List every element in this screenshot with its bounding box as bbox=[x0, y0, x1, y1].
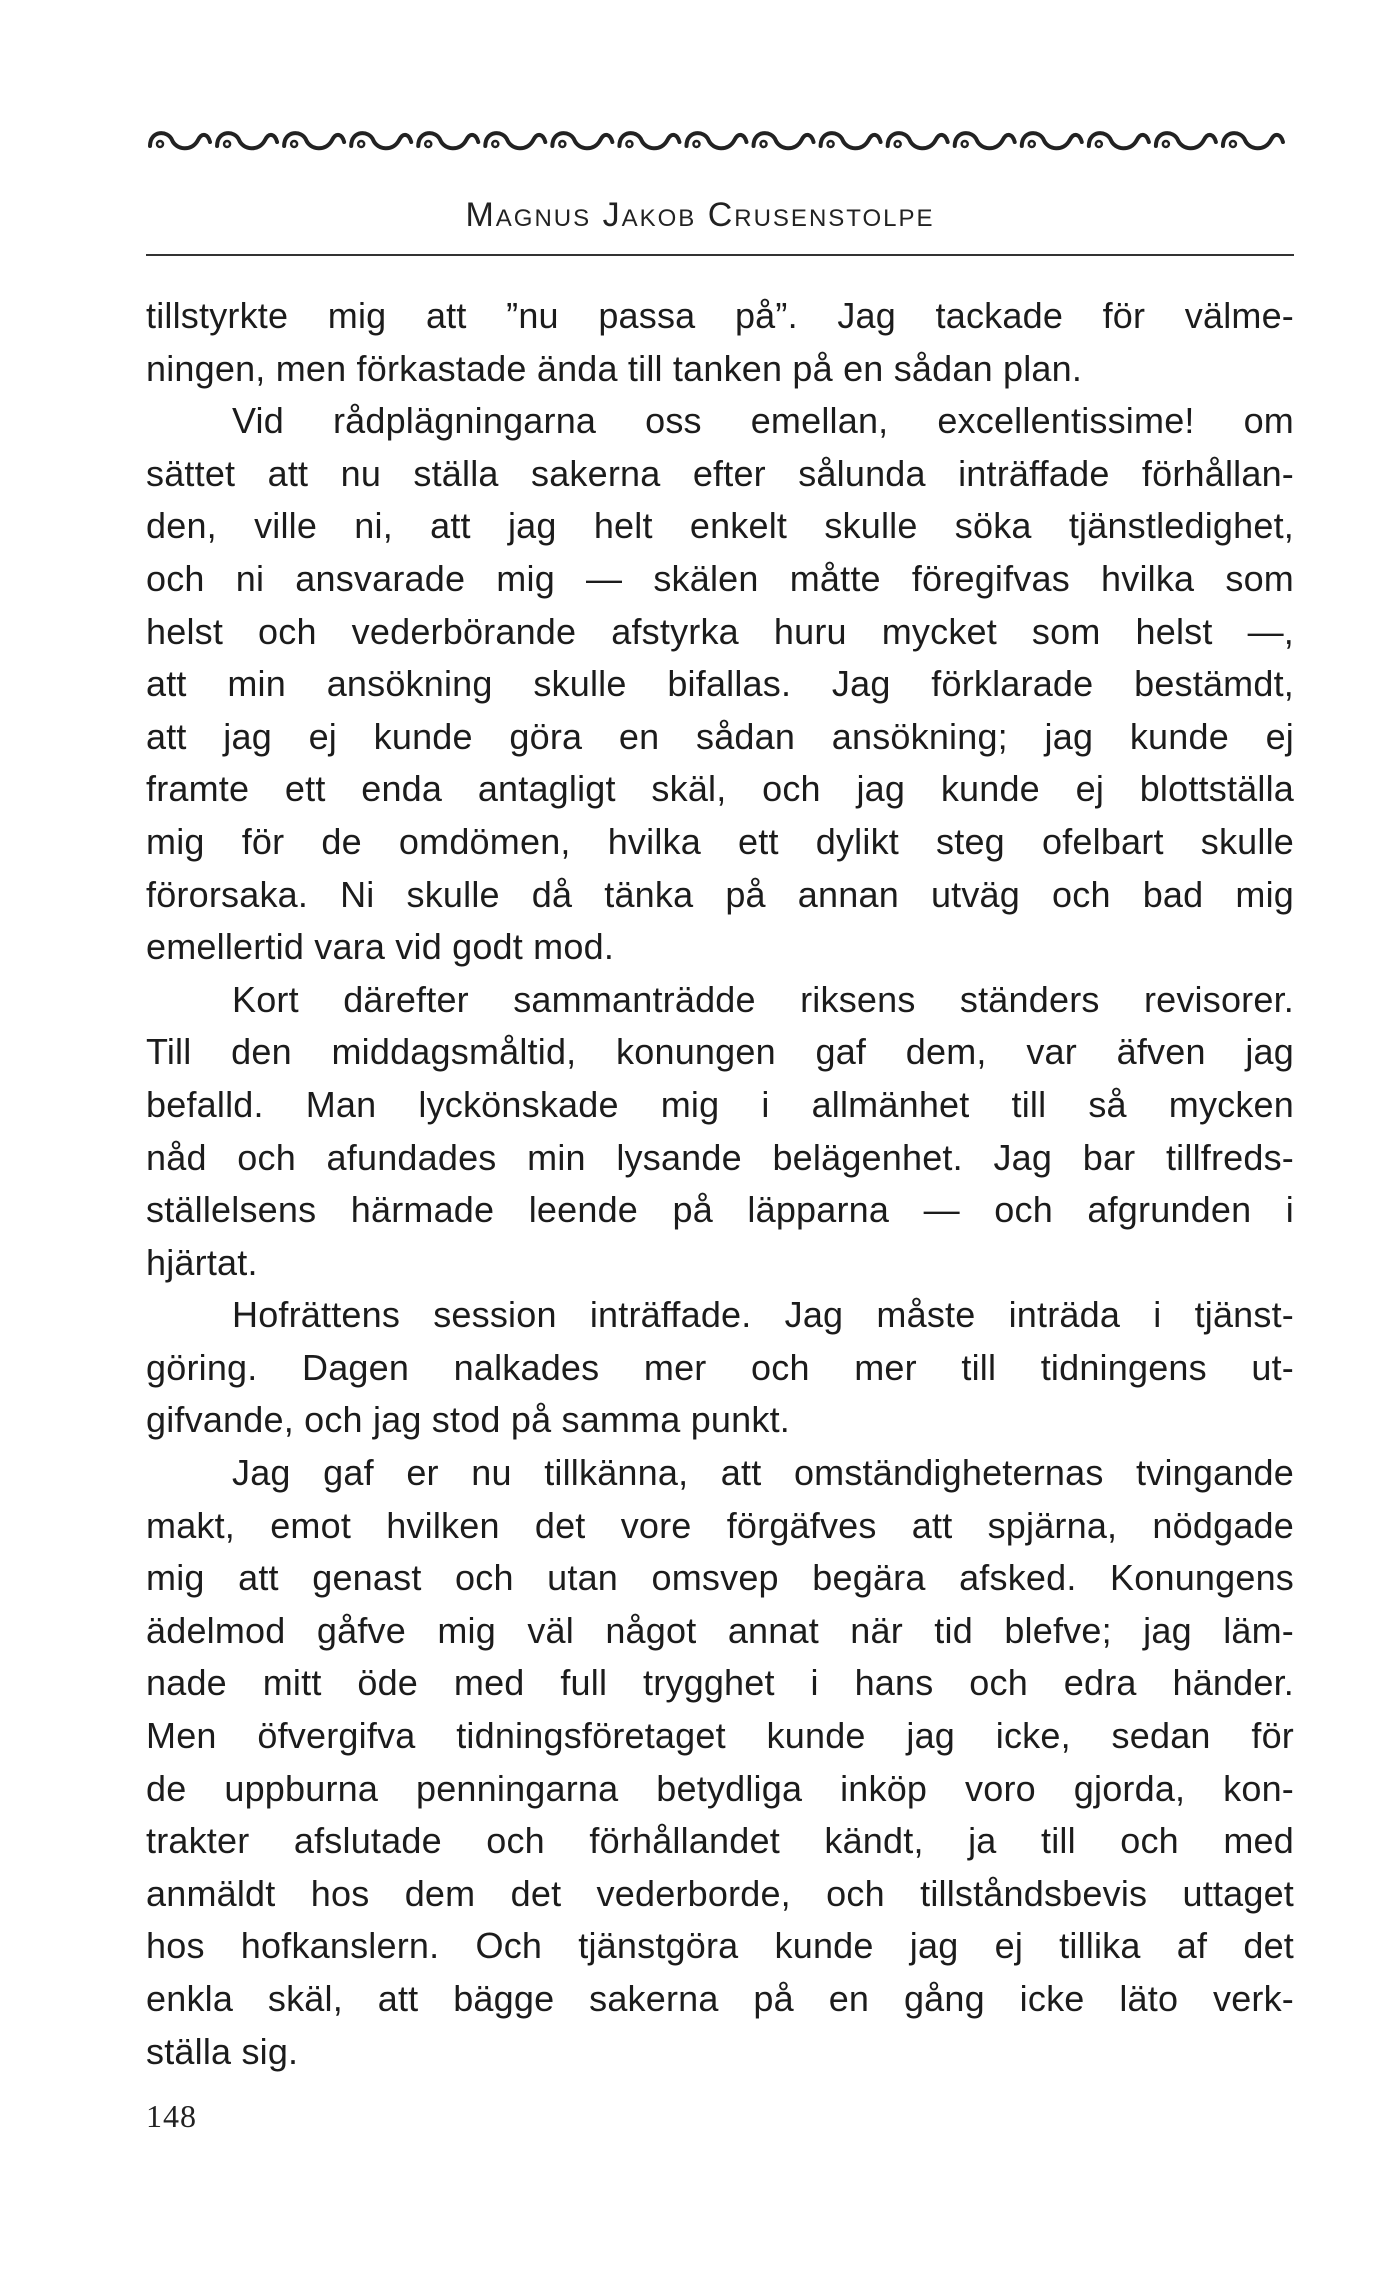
text-line: enkla skäl, att bägge sakerna på en gång icke läto verk- bbox=[146, 1978, 1294, 2019]
text-line: ningen, men förkastade ända till tanken på en sådan plan. bbox=[146, 347, 1083, 389]
text-line: gifvande, och jag stod på samma punkt. bbox=[146, 1399, 790, 1441]
text-line: Men öfvergifva tidningsföretaget kunde jag icke, sedan för bbox=[146, 1715, 1294, 1757]
text-line: nade mitt öde med full trygghet i hans och edra händer. bbox=[146, 1662, 1294, 1704]
text-line: göring. Dagen nalkades mer och mer till tidningens ut- bbox=[146, 1346, 1294, 1388]
text-line: mig för de omdömen, hvilka ett dylikt steg ofelbart skulle bbox=[146, 820, 1294, 862]
wave-ornament-curl bbox=[761, 141, 767, 147]
text-line: befalld. Man lyckönskade mig i allmänhet till så mycken bbox=[146, 1083, 1294, 1125]
text-line: sättet att nu ställa sakerna efter sålunda inträffade förhållan- bbox=[146, 452, 1294, 494]
text-line: Jag gaf er nu tillkänna, att omständigheternas tvingande bbox=[232, 1452, 1294, 1494]
wave-ornament-curl bbox=[291, 141, 297, 147]
text-line: anmäldt hos dem det vederborde, och tillståndsbevis uttaget bbox=[146, 1872, 1294, 1914]
body-text bbox=[146, 290, 1294, 2078]
wave-ornament-curl bbox=[962, 141, 968, 147]
wave-ornament-curl bbox=[157, 141, 163, 147]
text-line: och ni ansvarade mig — skälen måtte föregifvas hvilka som bbox=[146, 557, 1294, 599]
wave-ornament-curl bbox=[425, 141, 431, 147]
wave-ornament-curl bbox=[559, 141, 565, 147]
text-line: Kort därefter sammanträdde riksens ständers revisorer. bbox=[232, 978, 1294, 1020]
text-line: de uppburna penningarna betydliga inköp voro gjorda, kon- bbox=[146, 1767, 1294, 1809]
text-line: emellertid vara vid godt mod. bbox=[146, 926, 615, 968]
text-line: tillstyrkte mig att ”nu passa på”. Jag tackade för välme- bbox=[146, 295, 1294, 336]
text-line: makt, emot hvilken det vore förgäfves att spjärna, nödgade bbox=[146, 1504, 1294, 1546]
text-line: trakter afslutade och förhållandet kändt, ja till och med bbox=[146, 1820, 1294, 1862]
text-line: att jag ej kunde göra en sådan ansökning; jag kunde ej bbox=[146, 715, 1294, 757]
text-line: Hofrättens session inträffade. Jag måste inträda i tjänst- bbox=[232, 1294, 1294, 1336]
decorative-ornament-band bbox=[146, 122, 1286, 162]
wave-ornament-curl bbox=[492, 141, 498, 147]
text-line: framte ett enda antagligt skäl, och jag kunde ej blottställa bbox=[146, 768, 1294, 810]
text-line: den, ville ni, att jag helt enkelt skulle söka tjänstledighet, bbox=[146, 505, 1294, 547]
wave-ornament-curl bbox=[1163, 141, 1169, 147]
header-rule bbox=[146, 254, 1294, 256]
wave-ornament-curl bbox=[1230, 141, 1236, 147]
wave-ornament-curl bbox=[693, 141, 699, 147]
text-line: Vid rådplägningarna oss emellan, excellentissime! om bbox=[232, 400, 1294, 442]
wave-ornament-curl bbox=[1029, 141, 1035, 147]
text-line: hjärtat. bbox=[146, 1241, 258, 1283]
text-line: nåd och afundades min lysande belägenhet. Jag bar tillfreds- bbox=[146, 1136, 1294, 1178]
text-line: förorsaka. Ni skulle då tänka på annan utväg och bad mig bbox=[146, 873, 1294, 915]
wave-ornament-curl bbox=[224, 141, 230, 147]
page-number: 148 bbox=[146, 2098, 197, 2134]
text-line: ställa sig. bbox=[146, 2030, 299, 2072]
wave-ornament-curl bbox=[1096, 141, 1102, 147]
wave-ornament-curl bbox=[895, 141, 901, 147]
text-line: ädelmod gåfve mig väl något annat när tid blefve; jag läm- bbox=[146, 1609, 1294, 1651]
wave-ornament-curl bbox=[358, 141, 364, 147]
text-line: att min ansökning skulle bifallas. Jag förklarade bestämdt, bbox=[146, 663, 1294, 705]
text-line: mig att genast och utan omsvep begära afsked. Konungens bbox=[146, 1557, 1294, 1599]
wave-ornament-icon bbox=[146, 122, 1286, 162]
running-head: Magnus Jakob Crusenstolpe bbox=[465, 196, 935, 234]
wave-ornament-curl bbox=[626, 141, 632, 147]
wave-ornament-curl bbox=[828, 141, 834, 147]
text-line: ställelsens härmade leende på läpparna — och afgrunden i bbox=[146, 1189, 1294, 1231]
text-line: hos hofkanslern. Och tjänstgöra kunde jag ej tillika af det bbox=[146, 1925, 1294, 1967]
text-line: helst och vederbörande afstyrka huru mycket som helst —, bbox=[146, 610, 1294, 652]
text-line: Till den middagsmåltid, konungen gaf dem, var äfven jag bbox=[146, 1031, 1294, 1073]
